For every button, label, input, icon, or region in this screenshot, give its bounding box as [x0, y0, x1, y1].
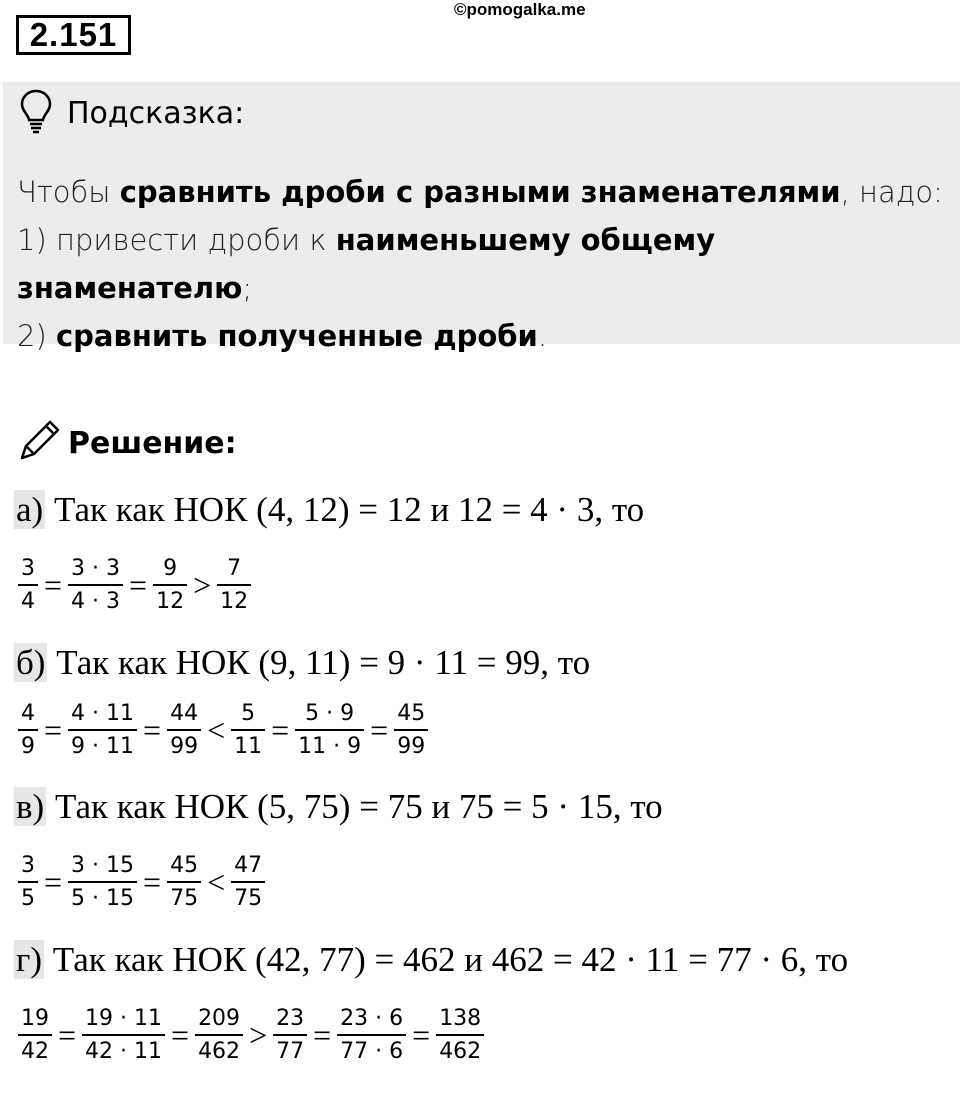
numerator: 19: [21, 1006, 49, 1031]
fraction: [68, 700, 137, 760]
operator: =: [370, 711, 389, 748]
denominator: 11: [234, 734, 263, 759]
watermark: ©pomogalka.me: [454, 0, 586, 19]
numerator: 19 · 11: [85, 1006, 163, 1031]
fraction-bar: [231, 881, 265, 883]
part-text: Так как НОК (5, 75) = 75 и 75 = 5 · 15, то: [46, 787, 663, 826]
denominator: 462: [439, 1039, 482, 1064]
numerator: 7: [227, 556, 242, 581]
operator: >: [249, 1016, 268, 1053]
denominator: 9: [21, 734, 35, 759]
solution-title: Решение:: [68, 425, 237, 461]
denominator: 77 · 6: [340, 1039, 404, 1064]
fraction: [337, 1005, 406, 1065]
part-text: Так как НОК (42, 77) = 462 и 462 = 42 · 11 = 77 · 6, то: [44, 940, 849, 979]
numerator: 9: [163, 556, 178, 581]
fraction-bar: [18, 881, 38, 883]
solution-header: [16, 418, 237, 468]
numerator: 4 · 11: [71, 701, 135, 726]
fraction-bar: [337, 1034, 406, 1036]
fraction-bar: [153, 584, 187, 586]
part-expression: [14, 700, 432, 760]
fraction: [295, 700, 364, 760]
fraction-bar: [68, 729, 137, 731]
numerator: 3: [21, 853, 35, 878]
fraction-bar: [273, 1034, 307, 1036]
fraction: [195, 1005, 243, 1065]
fraction: [68, 555, 123, 615]
denominator: 462: [198, 1039, 241, 1064]
denominator: 5: [21, 886, 35, 911]
denominator: 4 · 3: [71, 589, 121, 614]
pencil-icon: [16, 418, 62, 468]
denominator: 99: [170, 734, 199, 759]
denominator: 12: [220, 589, 249, 614]
numerator: 47: [234, 853, 263, 878]
fraction-bar: [82, 1034, 165, 1036]
numerator: 5 · 9: [305, 701, 355, 726]
denominator: 9 · 11: [71, 734, 135, 759]
fraction: [167, 700, 201, 760]
part-condition: [14, 643, 590, 683]
operator: =: [129, 566, 148, 603]
fraction: [436, 1005, 484, 1065]
fraction-bar: [18, 1034, 52, 1036]
part-letter: а): [16, 490, 44, 529]
fraction-bar: [18, 729, 38, 731]
numerator: 5: [241, 701, 256, 726]
hint-title: Подсказка:: [67, 95, 245, 131]
denominator: 12: [156, 589, 185, 614]
fraction-bar: [394, 729, 428, 731]
operator: =: [171, 1016, 190, 1053]
fraction-bar: [195, 1034, 243, 1036]
hint-box: [3, 82, 960, 353]
numerator: 3 · 3: [71, 556, 121, 581]
operator: =: [313, 1016, 332, 1053]
numerator: 4: [21, 701, 35, 726]
part-expression: [14, 555, 255, 615]
part-letter: в): [16, 787, 45, 826]
fraction: [18, 852, 38, 912]
fraction: [18, 1005, 52, 1065]
operator: =: [44, 863, 63, 900]
fraction: [394, 700, 428, 760]
operator: =: [44, 711, 63, 748]
fraction: [231, 852, 265, 912]
numerator: 138: [439, 1006, 482, 1031]
part-text: Так как НОК (4, 12) = 12 и 12 = 4 · 3, то: [45, 490, 645, 529]
operator: =: [58, 1016, 77, 1053]
fraction: [18, 555, 38, 615]
denominator: 75: [234, 886, 263, 911]
fraction: [68, 852, 137, 912]
operator: =: [44, 566, 63, 603]
fraction: [18, 700, 38, 760]
task-number: 2.151: [16, 15, 131, 55]
fraction-bar: [295, 729, 364, 731]
part-expression: [14, 1005, 488, 1065]
numerator: 45: [170, 853, 199, 878]
fraction: [273, 1005, 307, 1065]
hint-header: [19, 88, 244, 138]
fraction-bar: [167, 881, 201, 883]
part-expression: [14, 852, 269, 912]
part-letter: г): [16, 940, 43, 979]
denominator: 42: [21, 1039, 49, 1064]
numerator: 23 · 6: [340, 1006, 404, 1031]
operator: =: [143, 863, 162, 900]
fraction-bar: [68, 881, 137, 883]
denominator: 5 · 15: [71, 886, 135, 911]
operator: =: [412, 1016, 431, 1053]
operator: >: [193, 566, 212, 603]
fraction-bar: [436, 1034, 484, 1036]
hint-text: Чтобы сравнить дроби с разными знаменателями, надо: 1) привести дроби к наименьшему общему знаменателю; 2) сравнить полученные дроби.: [17, 175, 943, 353]
numerator: 45: [397, 701, 426, 726]
denominator: 99: [397, 734, 426, 759]
denominator: 11 · 9: [298, 734, 362, 759]
fraction: [153, 555, 187, 615]
part-condition: [14, 787, 663, 827]
denominator: 75: [170, 886, 199, 911]
fraction-bar: [217, 584, 251, 586]
fraction: [217, 555, 251, 615]
fraction: [167, 852, 201, 912]
part-text: Так как НОК (9, 11) = 9 · 11 = 99, то: [47, 643, 591, 682]
denominator: 4: [21, 589, 35, 614]
operator: <: [207, 863, 226, 900]
fraction-bar: [18, 584, 38, 586]
numerator: 3 · 15: [71, 853, 135, 878]
operator: <: [207, 711, 226, 748]
denominator: 77: [276, 1039, 305, 1064]
lightbulb-icon: [19, 88, 53, 138]
numerator: 209: [198, 1006, 241, 1031]
fraction: [82, 1005, 165, 1065]
fraction-bar: [167, 729, 201, 731]
fraction-bar: [68, 584, 123, 586]
denominator: 42 · 11: [85, 1039, 163, 1064]
part-condition: [14, 940, 848, 980]
numerator: 44: [170, 701, 199, 726]
numerator: 23: [276, 1006, 305, 1031]
operator: =: [143, 711, 162, 748]
part-condition: [14, 490, 644, 530]
operator: =: [271, 711, 290, 748]
part-letter: б): [16, 643, 46, 682]
fraction: [231, 700, 265, 760]
fraction-bar: [231, 729, 265, 731]
numerator: 3: [21, 556, 35, 581]
